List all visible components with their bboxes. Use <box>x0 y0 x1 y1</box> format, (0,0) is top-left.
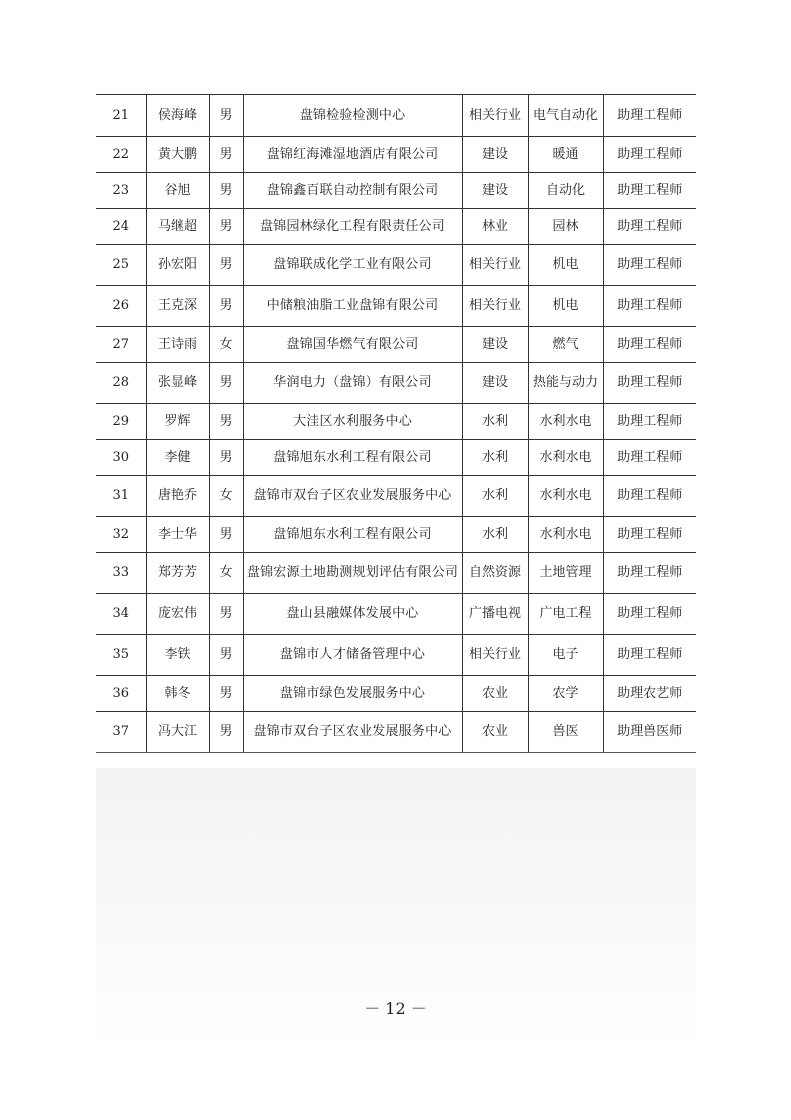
gender: 女 <box>209 476 243 517</box>
qualification-title: 助理工程师 <box>603 476 696 517</box>
table-row <box>96 440 696 476</box>
row-number: 32 <box>96 517 146 553</box>
gender: 男 <box>209 286 243 327</box>
table-row <box>96 676 696 712</box>
major: 暖通 <box>528 137 603 173</box>
industry: 农业 <box>462 712 528 753</box>
qualification-title: 助理工程师 <box>603 594 696 635</box>
qualification-title: 助理工程师 <box>603 137 696 173</box>
gender: 男 <box>209 635 243 676</box>
table-row <box>96 712 696 753</box>
major: 机电 <box>528 286 603 327</box>
industry: 建设 <box>462 173 528 209</box>
row-number: 37 <box>96 712 146 753</box>
table-row <box>96 363 696 404</box>
gender: 男 <box>209 404 243 440</box>
row-number: 23 <box>96 173 146 209</box>
work-unit: 盘锦旭东水利工程有限公司 <box>243 440 462 476</box>
gender: 男 <box>209 173 243 209</box>
major: 水利水电 <box>528 476 603 517</box>
qualification-title: 助理工程师 <box>603 209 696 245</box>
major: 水利水电 <box>528 517 603 553</box>
row-number: 36 <box>96 676 146 712</box>
row-number: 22 <box>96 137 146 173</box>
industry: 建设 <box>462 363 528 404</box>
qualification-title: 助理工程师 <box>603 635 696 676</box>
major: 电气自动化 <box>528 95 603 137</box>
person-name: 马继超 <box>146 209 209 245</box>
person-name: 罗辉 <box>146 404 209 440</box>
gender: 男 <box>209 137 243 173</box>
person-name: 韩冬 <box>146 676 209 712</box>
major: 兽医 <box>528 712 603 753</box>
work-unit: 中储粮油脂工业盘锦有限公司 <box>243 286 462 327</box>
personnel-table <box>96 94 696 753</box>
table-row <box>96 635 696 676</box>
qualification-title: 助理工程师 <box>603 286 696 327</box>
industry: 农业 <box>462 676 528 712</box>
qualification-title: 助理工程师 <box>603 404 696 440</box>
work-unit: 盘锦鑫百联自动控制有限公司 <box>243 173 462 209</box>
work-unit: 盘锦市绿色发展服务中心 <box>243 676 462 712</box>
industry: 水利 <box>462 517 528 553</box>
industry: 水利 <box>462 404 528 440</box>
table-body <box>96 95 696 753</box>
person-name: 冯大江 <box>146 712 209 753</box>
person-name: 王克深 <box>146 286 209 327</box>
work-unit: 盘山县融媒体发展中心 <box>243 594 462 635</box>
row-number: 35 <box>96 635 146 676</box>
work-unit: 盘锦市人才储备管理中心 <box>243 635 462 676</box>
table-row <box>96 517 696 553</box>
work-unit: 盘锦检验检测中心 <box>243 95 462 137</box>
gender: 男 <box>209 209 243 245</box>
work-unit: 盘锦宏源土地勘测规划评估有限公司 <box>243 553 462 594</box>
person-name: 张显峰 <box>146 363 209 404</box>
table-row <box>96 594 696 635</box>
person-name: 唐艳乔 <box>146 476 209 517</box>
work-unit: 盘锦国华燃气有限公司 <box>243 327 462 363</box>
gender: 男 <box>209 712 243 753</box>
qualification-title: 助理工程师 <box>603 363 696 404</box>
major: 农学 <box>528 676 603 712</box>
table-row <box>96 553 696 594</box>
person-name: 谷旭 <box>146 173 209 209</box>
work-unit: 华润电力（盘锦）有限公司 <box>243 363 462 404</box>
industry: 水利 <box>462 476 528 517</box>
qualification-title: 助理工程师 <box>603 517 696 553</box>
work-unit: 盘锦旭东水利工程有限公司 <box>243 517 462 553</box>
table-row <box>96 286 696 327</box>
table-row <box>96 404 696 440</box>
person-name: 王诗雨 <box>146 327 209 363</box>
major: 土地管理 <box>528 553 603 594</box>
industry: 相关行业 <box>462 635 528 676</box>
industry: 建设 <box>462 137 528 173</box>
industry: 自然资源 <box>462 553 528 594</box>
major: 广电工程 <box>528 594 603 635</box>
table-row <box>96 173 696 209</box>
work-unit: 盘锦市双台子区农业发展服务中心 <box>243 712 462 753</box>
row-number: 27 <box>96 327 146 363</box>
table-row <box>96 137 696 173</box>
major: 电子 <box>528 635 603 676</box>
row-number: 31 <box>96 476 146 517</box>
table-row <box>96 209 696 245</box>
row-number: 28 <box>96 363 146 404</box>
qualification-title: 助理工程师 <box>603 553 696 594</box>
gender: 男 <box>209 245 243 286</box>
qualification-title: 助理工程师 <box>603 173 696 209</box>
major: 水利水电 <box>528 404 603 440</box>
industry: 林业 <box>462 209 528 245</box>
row-number: 26 <box>96 286 146 327</box>
work-unit: 盘锦红海滩湿地酒店有限公司 <box>243 137 462 173</box>
gender: 男 <box>209 363 243 404</box>
industry: 水利 <box>462 440 528 476</box>
qualification-title: 助理工程师 <box>603 440 696 476</box>
industry: 相关行业 <box>462 245 528 286</box>
gender: 女 <box>209 327 243 363</box>
work-unit: 盘锦园林绿化工程有限责任公司 <box>243 209 462 245</box>
gender: 男 <box>209 95 243 137</box>
person-name: 李健 <box>146 440 209 476</box>
table-row <box>96 245 696 286</box>
row-number: 25 <box>96 245 146 286</box>
major: 园林 <box>528 209 603 245</box>
industry: 建设 <box>462 327 528 363</box>
person-name: 李士华 <box>146 517 209 553</box>
industry: 相关行业 <box>462 95 528 137</box>
gender: 男 <box>209 594 243 635</box>
qualification-title: 助理工程师 <box>603 327 696 363</box>
table-row <box>96 476 696 517</box>
major: 水利水电 <box>528 440 603 476</box>
row-number: 24 <box>96 209 146 245</box>
person-name: 庞宏伟 <box>146 594 209 635</box>
person-name: 孙宏阳 <box>146 245 209 286</box>
person-name: 李铁 <box>146 635 209 676</box>
table-row <box>96 95 696 137</box>
gender: 男 <box>209 517 243 553</box>
person-name: 郑芳芳 <box>146 553 209 594</box>
major: 热能与动力 <box>528 363 603 404</box>
row-number: 29 <box>96 404 146 440</box>
qualification-title: 助理工程师 <box>603 95 696 137</box>
industry: 相关行业 <box>462 286 528 327</box>
gender: 男 <box>209 440 243 476</box>
row-number: 30 <box>96 440 146 476</box>
gender: 女 <box>209 553 243 594</box>
industry: 广播电视 <box>462 594 528 635</box>
person-name: 黄大鹏 <box>146 137 209 173</box>
work-unit: 大洼区水利服务中心 <box>243 404 462 440</box>
major: 燃气 <box>528 327 603 363</box>
gender: 男 <box>209 676 243 712</box>
work-unit: 盘锦联成化学工业有限公司 <box>243 245 462 286</box>
major: 机电 <box>528 245 603 286</box>
row-number: 34 <box>96 594 146 635</box>
work-unit: 盘锦市双台子区农业发展服务中心 <box>243 476 462 517</box>
qualification-title: 助理兽医师 <box>603 712 696 753</box>
person-name: 侯海峰 <box>146 95 209 137</box>
qualification-title: 助理农艺师 <box>603 676 696 712</box>
row-number: 33 <box>96 553 146 594</box>
major: 自动化 <box>528 173 603 209</box>
table-row <box>96 327 696 363</box>
row-number: 21 <box>96 95 146 137</box>
qualification-title: 助理工程师 <box>603 245 696 286</box>
page-number: － 12 － <box>364 999 427 1018</box>
